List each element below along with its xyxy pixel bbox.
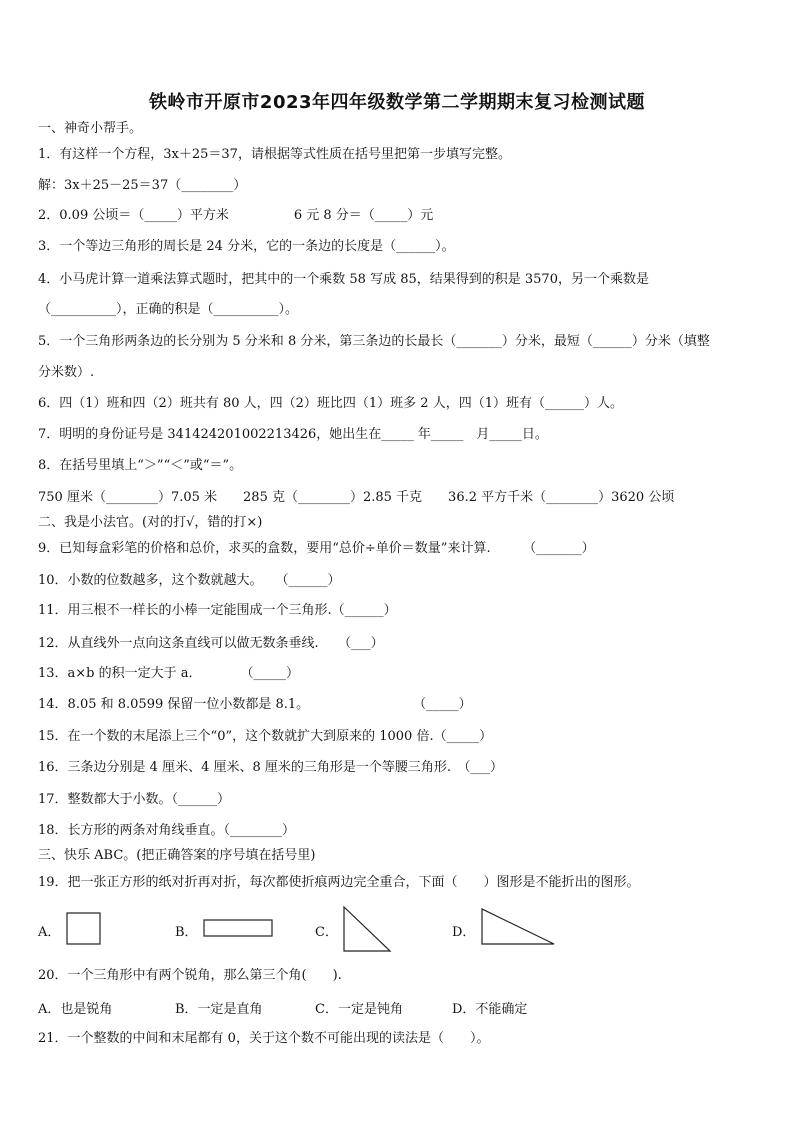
- question-2: 2．0.09 公顷＝（_____）平方米 6 元 8 分＝（_____）元: [38, 208, 434, 223]
- question-5: 5．一个三角形两条边的长分别为 5 分米和 8 分米，第三条边的长最长（_______）分米，最短（______）分米（填整: [38, 334, 710, 349]
- question-4-cont: （__________），正确的积是（__________）。: [38, 302, 299, 317]
- question-1-answer-line: 解：3x＋25－25＝37（________）: [38, 178, 247, 193]
- square-figure: [66, 912, 102, 946]
- q20-choice-b: B．一定是直角: [175, 1002, 263, 1017]
- right-triangle-figure-c: [341, 905, 393, 953]
- page-title: 铁岭市开原市2023年四年级数学第二学期期末复习检测试题: [148, 92, 646, 113]
- question-6: 6．四（1）班和四（2）班共有 80 人，四（2）班比四（1）班多 2 人，四（1）班有（______）人。: [38, 396, 623, 411]
- q20-choice-d: D．不能确定: [452, 1002, 528, 1017]
- question-8: 8．在括号里填上“＞”“＜”或“＝”。: [38, 458, 243, 473]
- question-3: 3．一个等边三角形的周长是 24 分米，它的一条边的长度是（______）。: [38, 239, 455, 254]
- option-b-label: B．: [175, 925, 198, 940]
- question-4: 4．小马虎计算一道乘法算式题时，把其中的一个乘数 58 写成 85，结果得到的积是 3570，另一个乘数是: [38, 272, 649, 287]
- option-d-label: D．: [452, 925, 476, 940]
- question-9: 9．已知每盒彩笔的价格和总价，求买的盒数，要用“总价÷单价＝数量”来计算. （_______）: [38, 541, 595, 556]
- option-a-label: A．: [38, 925, 61, 940]
- q20-choice-c: C．一定是钝角: [315, 1002, 403, 1017]
- rectangle-figure: [203, 919, 275, 939]
- question-12: 12．从直线外一点向这条直线可以做无数条垂线. （___）: [38, 636, 384, 651]
- question-1: 1．有这样一个方程，3x＋25＝37，请根据等式性质在括号里把第一步填写完整。: [38, 147, 511, 162]
- question-16: 16．三条边分别是 4 厘米、4 厘米、8 厘米的三角形是一个等腰三角形. （___）: [38, 760, 504, 775]
- question-17: 17．整数都大于小数。（______）: [38, 792, 231, 807]
- question-10: 10．小数的位数越多，这个数就越大。 （______）: [38, 573, 341, 588]
- question-8-compare: 750 厘米（________）7.05 米 285 克（________）2.85 千克 36.2 平方千米（________）3620 公顷: [38, 490, 675, 505]
- section-1-heading: 一、神奇小帮手。: [38, 121, 143, 136]
- question-15: 15．在一个数的末尾添上三个“0”，这个数就扩大到原来的 1000 倍.（_____）: [38, 729, 493, 744]
- question-20: 20．一个三角形中有两个锐角，那么第三个角( ).: [38, 968, 342, 983]
- question-19: 19．把一张正方形的纸对折再对折，每次都使折痕两边完全重合，下面（ ）图形是不能折出的图形。: [38, 875, 640, 890]
- question-18: 18．长方形的两条对角线垂直。（________）: [38, 823, 296, 838]
- section-3-heading: 三、快乐 ABC。(把正确答案的序号填在括号里): [38, 848, 316, 863]
- question-14: 14．8.05 和 8.0599 保留一位小数都是 8.1。 （_____）: [38, 697, 472, 712]
- section-2-heading: 二、我是小法官。(对的打√，错的打×): [38, 515, 263, 530]
- right-triangle-figure-d: [479, 907, 557, 947]
- question-5-cont: 分米数）.: [38, 365, 95, 380]
- q20-choice-a: A．也是锐角: [38, 1002, 113, 1017]
- question-7: 7．明明的身份证号是 341424201002213426，她出生在_____ 年_____ 月_____日。: [38, 427, 548, 442]
- question-13: 13．a×b 的积一定大于 a． （_____）: [38, 666, 300, 681]
- question-21: 21．一个整数的中间和末尾都有 0，关于这个数不可能出现的读法是（ ）。: [38, 1031, 490, 1046]
- question-11: 11．用三根不一样长的小棒一定能围成一个三角形.（______）: [38, 603, 397, 618]
- option-c-label: C．: [315, 925, 338, 940]
